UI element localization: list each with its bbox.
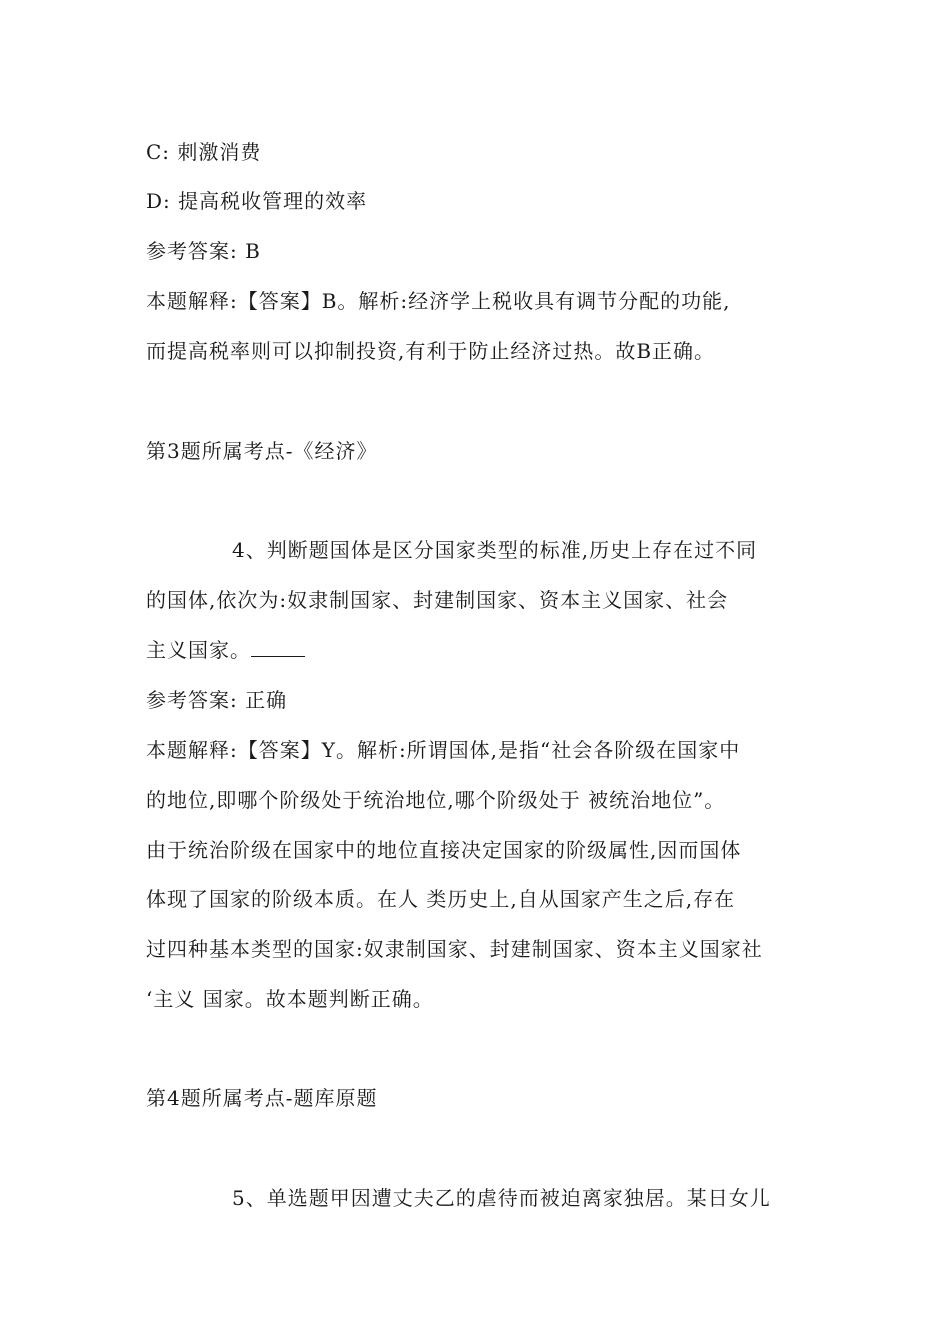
- explanation-line: 过四种基本类型的国家:奴隶制国家、封建制国家、资本主义国家社: [146, 937, 763, 961]
- question-stem: 5、单选题甲因遭丈夫乙的虐待而被迫离家独居。某日女儿: [232, 1186, 771, 1210]
- topic-heading: 第3题所属考点-《经济》: [146, 439, 378, 463]
- option-d: D: 提高税收管理的效率: [146, 189, 368, 213]
- question-stem-last: [146, 635, 816, 665]
- explanation-line: 体现了国家的阶级本质。在人 类历史上,自从国家产生之后,存在: [146, 887, 736, 911]
- explanation-line: 而提高税率则可以抑制投资,有利于防止经济过热。故B正确。: [146, 339, 716, 363]
- explanation-line: 由于统治阶级在国家中的地位直接决定国家的阶级属性,因而国体: [146, 838, 742, 862]
- question-stem: 4、判断题国体是区分国家类型的标准,历史上存在过不同: [232, 538, 758, 562]
- explanation-line: 本题解释:【答案】Y。解析:所谓国体,是指“社会各阶级在国家中: [146, 738, 741, 762]
- topic-heading: 第4题所属考点-题库原题: [146, 1086, 378, 1110]
- answer-blank: [251, 638, 305, 657]
- explanation-line: 的地位,即哪个阶级处于统治地位,哪个阶级处于 被统治地位”。: [146, 788, 726, 812]
- option-c: C: 刺激消费: [146, 140, 262, 164]
- question-stem: 的国体,依次为:奴隶制国家、封建制国家、资本主义国家、社会: [146, 588, 729, 612]
- explanation-line: ‘主义 国家。故本题判断正确。: [146, 987, 434, 1011]
- explanation-line: 本题解释:【答案】B。解析:经济学上税收具有调节分配的功能,: [146, 289, 731, 313]
- question-stem-text: 主义国家。: [146, 638, 251, 662]
- reference-answer: 参考答案: 正确: [146, 688, 288, 712]
- reference-answer: 参考答案: B: [146, 239, 261, 263]
